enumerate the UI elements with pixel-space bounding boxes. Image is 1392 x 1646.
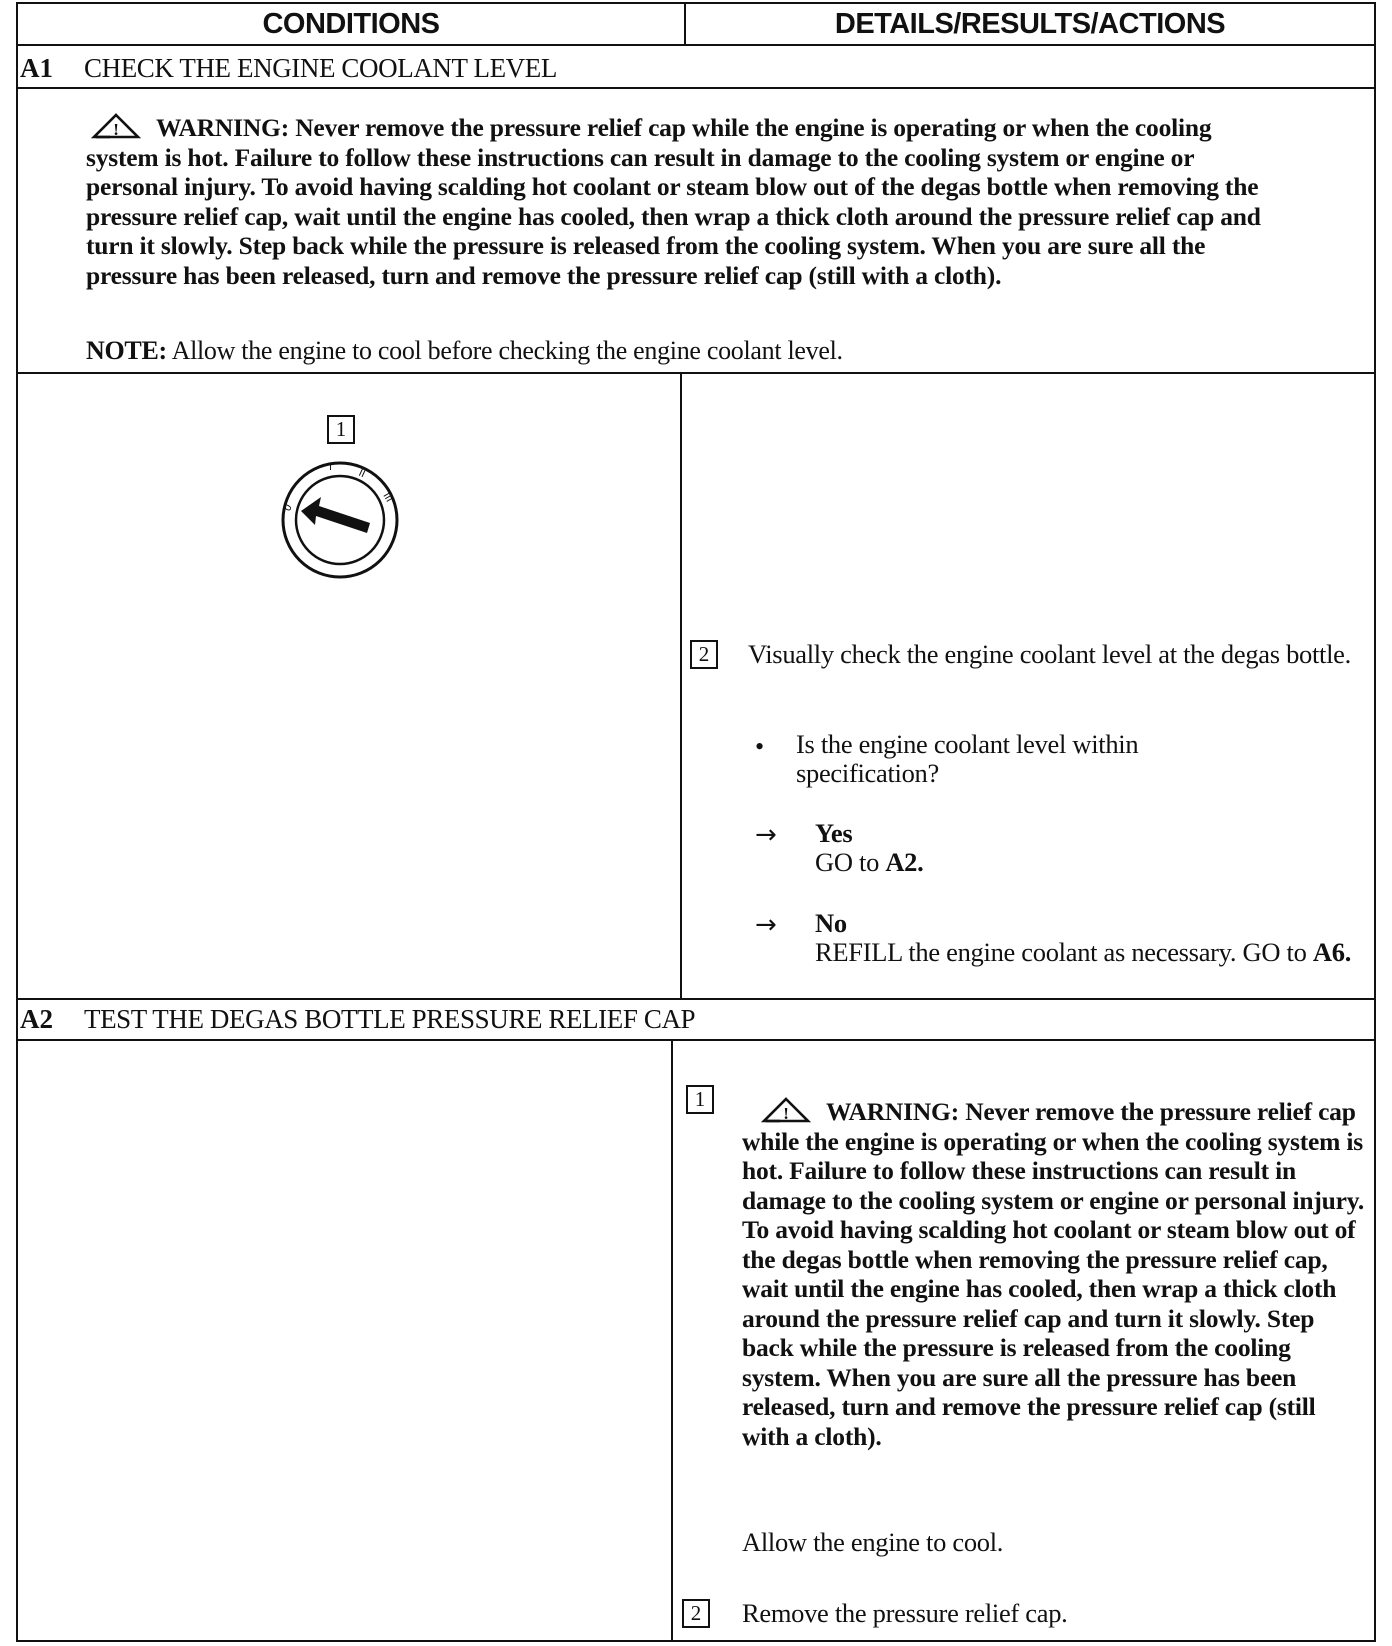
a1-yes-label: Yes	[815, 818, 853, 848]
a1-yes-action-target: A2.	[885, 847, 924, 877]
a1-yes-action-prefix: GO to	[815, 847, 886, 877]
switch-mark-1: I	[329, 462, 332, 473]
a1-warning-text: Never remove the pressure relief cap while the engine is operating or when the cooling system is hot. Failure to follow these instructions can result in damage to the cooling system or engine or personal injury. To avoid having scalding hot coolant or steam blow out of the degas bottle when removing the pressure relief cap, wait until the engine has cooled, then wrap a thick cloth around the pressure relief cap and turn it slowly. Step back while the pressure is released from the cooling system. When you are sure all the pressure has been released, turn and remove the pressure relief cap (still with a cloth).	[86, 113, 1261, 290]
a1-step-2-number: 2	[690, 640, 718, 669]
a1-no-action-prefix: REFILL the engine coolant as necessary. GO to	[815, 937, 1313, 967]
a2-column-divider	[671, 1040, 673, 1641]
switch-mark-0: 0	[282, 502, 295, 514]
header-details: DETAILS/RESULTS/ACTIONS	[834, 8, 1226, 40]
a1-note	[86, 336, 1286, 366]
a2-title: TEST THE DEGAS BOTTLE PRESSURE RELIEF CAP	[84, 1004, 696, 1034]
a1-warning-bottom-rule	[16, 372, 1376, 374]
a1-yes-arrow-icon: →	[755, 820, 777, 850]
a1-step-2-text: Visually check the engine coolant level at the degas bottle.	[748, 639, 1351, 669]
a1-question: Is the engine coolant level within specification?	[796, 729, 1139, 788]
a2-step-2-number: 2	[682, 1599, 710, 1628]
a1-column-divider	[680, 373, 682, 999]
svg-text:!: !	[783, 1104, 789, 1123]
a1-title: CHECK THE ENGINE COOLANT LEVEL	[84, 53, 557, 83]
a1-illustration-callout-1: 1	[327, 415, 355, 444]
a1-no-label: No	[815, 908, 847, 938]
a2-step-2-text: Remove the pressure relief cap.	[742, 1598, 1068, 1628]
a2-step-id: A2	[20, 1004, 53, 1034]
a1-question-bullet: •	[755, 732, 765, 761]
a2-step-1-number: 1	[686, 1085, 714, 1114]
a2-warning-label: WARNING:	[826, 1097, 959, 1126]
warning-triangle-icon	[756, 1097, 816, 1123]
a2-cool-text: Allow the engine to cool.	[742, 1527, 1004, 1557]
a2-title-bottom-rule	[16, 1039, 1376, 1041]
header-bottom-rule	[16, 44, 1376, 46]
ignition-switch-icon	[275, 455, 405, 585]
a1-no-arrow-icon: →	[755, 910, 777, 940]
switch-mark-3: III	[380, 491, 395, 505]
a1-warning	[86, 113, 1286, 290]
border-left	[16, 2, 18, 1642]
a2-warning-text: Never remove the pressure relief cap while the engine is operating or when the cooling system is hot. Failure to follow these instructions can result in damage to the cooling system or engine or personal injury. To avoid having scalding hot coolant or steam blow out of the degas bottle when removing the pressure relief cap, wait until the engine has cooled, then wrap a thick cloth around the pressure relief cap and turn it slowly. Step back while the pressure is released from the cooling system. When you are sure all the pressure has been released, turn and remove the pressure relief cap (still with a cloth).	[742, 1097, 1365, 1451]
a1-title-bottom-rule	[16, 87, 1376, 89]
a1-step-id: A1	[20, 53, 53, 83]
warning-triangle-icon	[86, 113, 146, 139]
a1-no-action	[815, 938, 1367, 967]
switch-mark-2: II	[356, 467, 367, 481]
header-conditions: CONDITIONS	[262, 8, 440, 40]
a2-title-top-rule	[16, 998, 1376, 1000]
border-right	[1374, 2, 1376, 1642]
a1-warning-label: WARNING:	[156, 113, 289, 142]
border-bottom	[16, 1640, 1376, 1642]
a2-warning	[742, 1097, 1366, 1451]
svg-text:!: !	[113, 120, 119, 139]
a1-yes-action	[815, 848, 923, 877]
a1-note-label: NOTE:	[86, 336, 167, 365]
a1-no-action-target: A6.	[1312, 937, 1352, 967]
a1-note-text: Allow the engine to cool before checking the engine coolant level.	[171, 336, 843, 365]
